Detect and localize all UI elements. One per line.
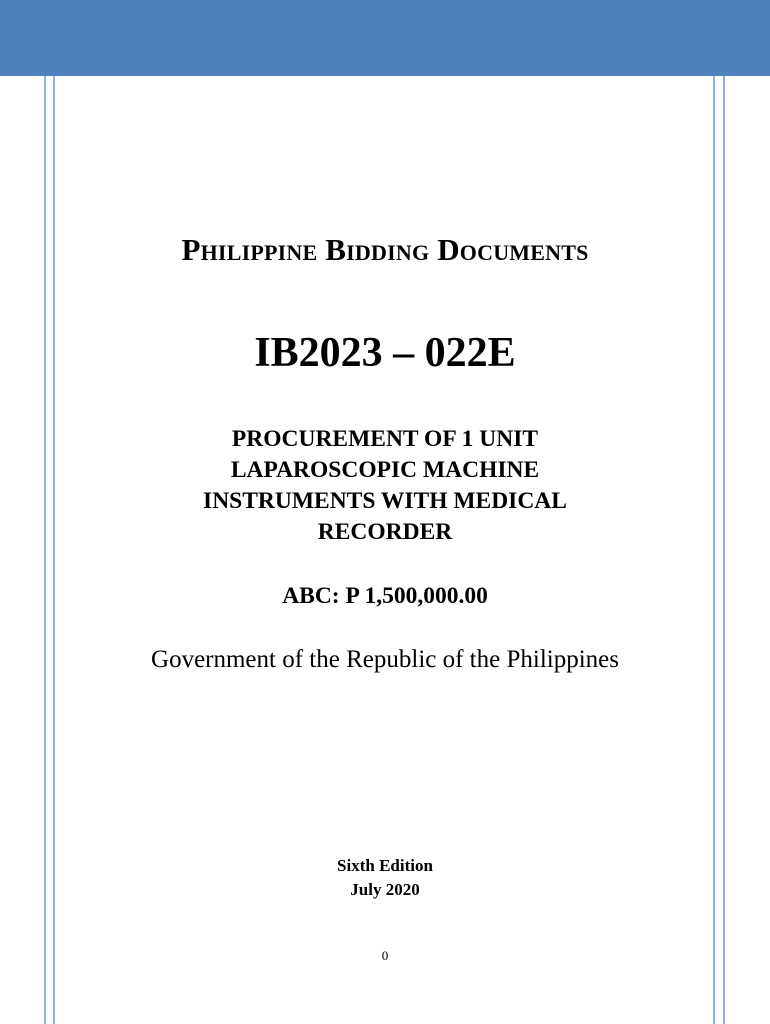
page-number: 0 xyxy=(381,948,389,963)
edition-info xyxy=(60,854,710,902)
approved-budget: ABC: P 1,500,000.00 xyxy=(282,583,488,609)
project-title xyxy=(150,424,620,548)
document-number: IB2023 – 022E xyxy=(254,330,516,376)
edition-label: Sixth Edition xyxy=(337,856,433,875)
project-title-line: PROCUREMENT OF 1 UNIT xyxy=(231,426,539,452)
document-series-title: Philippine Bidding Documents xyxy=(181,232,589,267)
project-title-line: RECORDER xyxy=(317,519,453,545)
project-title-line: LAPAROSCOPIC MACHINE xyxy=(230,457,540,483)
government-name: Government of the Republic of the Philippines xyxy=(151,646,619,673)
left-border-outer xyxy=(44,76,46,1024)
right-border-inner xyxy=(713,76,715,1024)
project-title-line: INSTRUMENTS WITH MEDICAL xyxy=(203,488,567,514)
left-border-inner xyxy=(53,76,55,1024)
right-border-outer xyxy=(723,76,725,1024)
cover-page-content xyxy=(60,0,710,1024)
edition-date: July 2020 xyxy=(350,880,420,899)
